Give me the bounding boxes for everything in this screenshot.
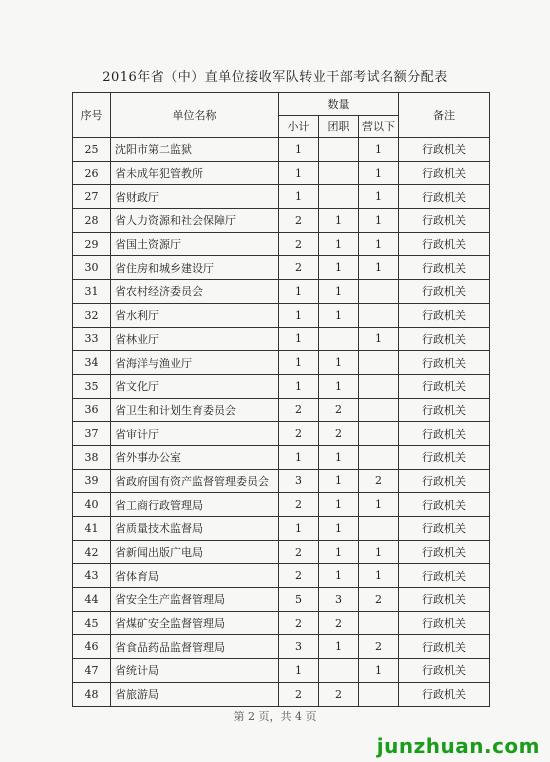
cell-battalion: 2 [359, 635, 399, 659]
cell-battalion: 1 [359, 209, 399, 233]
cell-subtotal: 1 [279, 374, 319, 398]
cell-remark: 行政机关 [399, 445, 490, 469]
cell-index: 29 [73, 232, 111, 256]
page-footer: 第 2 页，共 4 页 [233, 710, 317, 723]
cell-subtotal: 3 [279, 469, 319, 493]
cell-unit-name: 省体育局 [111, 564, 279, 588]
table-row [73, 611, 490, 635]
cell-remark: 行政机关 [399, 232, 490, 256]
cell-remark: 行政机关 [399, 280, 490, 304]
cell-index: 44 [73, 588, 111, 612]
cell-battalion: 1 [359, 138, 399, 162]
header-remark: 备注 [399, 93, 490, 138]
table-row [73, 540, 490, 564]
cell-battalion [359, 445, 399, 469]
cell-battalion: 1 [359, 659, 399, 683]
cell-regiment [319, 659, 359, 683]
cell-regiment: 3 [319, 588, 359, 612]
cell-subtotal: 2 [279, 422, 319, 446]
cell-remark: 行政机关 [399, 611, 490, 635]
cell-remark: 行政机关 [399, 209, 490, 233]
cell-subtotal: 1 [279, 351, 319, 375]
cell-remark: 行政机关 [399, 682, 490, 706]
cell-remark: 行政机关 [399, 588, 490, 612]
cell-subtotal: 1 [279, 185, 319, 209]
cell-remark: 行政机关 [399, 138, 490, 162]
cell-index: 46 [73, 635, 111, 659]
cell-index: 48 [73, 682, 111, 706]
cell-battalion: 1 [359, 185, 399, 209]
header-battalion: 营以下 [359, 115, 399, 138]
cell-index: 28 [73, 209, 111, 233]
cell-regiment: 1 [319, 493, 359, 517]
table-row [73, 517, 490, 541]
site-watermark: junzhuan.com [376, 734, 540, 758]
cell-regiment: 1 [319, 232, 359, 256]
cell-index: 30 [73, 256, 111, 280]
cell-index: 33 [73, 327, 111, 351]
cell-subtotal: 1 [279, 327, 319, 351]
cell-subtotal: 2 [279, 398, 319, 422]
cell-index: 31 [73, 280, 111, 304]
cell-unit-name: 省国土资源厅 [111, 232, 279, 256]
cell-battalion [359, 303, 399, 327]
cell-unit-name: 省农村经济委员会 [111, 280, 279, 304]
table-row [73, 635, 490, 659]
cell-unit-name: 省水利厅 [111, 303, 279, 327]
cell-unit-name: 省人力资源和社会保障厅 [111, 209, 279, 233]
cell-unit-name: 省财政厅 [111, 185, 279, 209]
table-row [73, 351, 490, 375]
cell-regiment: 2 [319, 422, 359, 446]
cell-unit-name: 省统计局 [111, 659, 279, 683]
cell-unit-name: 省工商行政管理局 [111, 493, 279, 517]
table-row [73, 469, 490, 493]
cell-regiment: 1 [319, 303, 359, 327]
cell-unit-name: 省文化厅 [111, 374, 279, 398]
cell-subtotal: 2 [279, 232, 319, 256]
cell-unit-name: 省食品药品监督管理局 [111, 635, 279, 659]
cell-index: 32 [73, 303, 111, 327]
cell-index: 27 [73, 185, 111, 209]
cell-remark: 行政机关 [399, 398, 490, 422]
cell-remark: 行政机关 [399, 422, 490, 446]
cell-regiment: 1 [319, 445, 359, 469]
cell-remark: 行政机关 [399, 327, 490, 351]
cell-index: 26 [73, 161, 111, 185]
cell-regiment: 1 [319, 209, 359, 233]
cell-battalion [359, 682, 399, 706]
cell-subtotal: 2 [279, 682, 319, 706]
cell-index: 34 [73, 351, 111, 375]
cell-battalion: 1 [359, 161, 399, 185]
cell-remark: 行政机关 [399, 185, 490, 209]
cell-subtotal: 1 [279, 445, 319, 469]
cell-regiment: 1 [319, 517, 359, 541]
table-body [73, 138, 490, 707]
cell-remark: 行政机关 [399, 161, 490, 185]
cell-subtotal: 1 [279, 138, 319, 162]
cell-index: 41 [73, 517, 111, 541]
cell-unit-name: 沈阳市第二监狱 [111, 138, 279, 162]
table-row [73, 374, 490, 398]
table-row [73, 161, 490, 185]
header-index: 序号 [73, 93, 111, 138]
cell-regiment: 1 [319, 469, 359, 493]
cell-regiment [319, 327, 359, 351]
table-row [73, 422, 490, 446]
cell-index: 47 [73, 659, 111, 683]
cell-remark: 行政机关 [399, 540, 490, 564]
cell-battalion: 1 [359, 256, 399, 280]
table-row [73, 303, 490, 327]
table-row [73, 256, 490, 280]
table-row [73, 138, 490, 162]
cell-subtotal: 2 [279, 611, 319, 635]
table-row [73, 398, 490, 422]
cell-unit-name: 省安全生产监督管理局 [111, 588, 279, 612]
cell-regiment: 1 [319, 635, 359, 659]
cell-regiment [319, 185, 359, 209]
table-row [73, 493, 490, 517]
table-row [73, 280, 490, 304]
header-subtotal: 小计 [279, 115, 319, 138]
table-row [73, 682, 490, 706]
cell-unit-name: 省审计厅 [111, 422, 279, 446]
cell-remark: 行政机关 [399, 493, 490, 517]
cell-index: 36 [73, 398, 111, 422]
table-row [73, 445, 490, 469]
cell-unit-name: 省新闻出版广电局 [111, 540, 279, 564]
cell-remark: 行政机关 [399, 303, 490, 327]
cell-remark: 行政机关 [399, 374, 490, 398]
cell-subtotal: 1 [279, 303, 319, 327]
cell-index: 37 [73, 422, 111, 446]
cell-regiment: 1 [319, 374, 359, 398]
cell-unit-name: 省煤矿安全监督管理局 [111, 611, 279, 635]
cell-regiment: 1 [319, 256, 359, 280]
cell-subtotal: 2 [279, 493, 319, 517]
cell-regiment: 1 [319, 540, 359, 564]
cell-subtotal: 2 [279, 209, 319, 233]
cell-subtotal: 3 [279, 635, 319, 659]
header-quota: 数量 [279, 93, 399, 116]
cell-remark: 行政机关 [399, 351, 490, 375]
cell-battalion [359, 280, 399, 304]
cell-index: 39 [73, 469, 111, 493]
cell-index: 35 [73, 374, 111, 398]
cell-remark: 行政机关 [399, 635, 490, 659]
cell-unit-name: 省政府国有资产监督管理委员会 [111, 469, 279, 493]
cell-remark: 行政机关 [399, 469, 490, 493]
cell-battalion [359, 398, 399, 422]
cell-subtotal: 1 [279, 517, 319, 541]
cell-battalion: 1 [359, 564, 399, 588]
cell-battalion [359, 351, 399, 375]
cell-battalion: 1 [359, 493, 399, 517]
cell-subtotal: 5 [279, 588, 319, 612]
cell-battalion: 2 [359, 588, 399, 612]
table-row [73, 232, 490, 256]
cell-unit-name: 省外事办公室 [111, 445, 279, 469]
cell-unit-name: 省未成年犯管教所 [111, 161, 279, 185]
header-row [73, 93, 490, 116]
cell-index: 38 [73, 445, 111, 469]
cell-regiment: 1 [319, 351, 359, 375]
cell-battalion [359, 517, 399, 541]
table-row [73, 209, 490, 233]
cell-regiment: 2 [319, 398, 359, 422]
cell-index: 40 [73, 493, 111, 517]
quota-table [72, 92, 490, 707]
cell-battalion [359, 611, 399, 635]
header-regiment: 团职 [319, 115, 359, 138]
cell-unit-name: 省卫生和计划生育委员会 [111, 398, 279, 422]
cell-remark: 行政机关 [399, 564, 490, 588]
cell-index: 25 [73, 138, 111, 162]
page-title: 2016年省（中）直单位接收军队转业干部考试名额分配表 [102, 70, 448, 85]
cell-subtotal: 1 [279, 161, 319, 185]
cell-battalion: 1 [359, 327, 399, 351]
cell-unit-name: 省旅游局 [111, 682, 279, 706]
table-row [73, 564, 490, 588]
cell-battalion: 2 [359, 469, 399, 493]
cell-remark: 行政机关 [399, 659, 490, 683]
cell-subtotal: 2 [279, 564, 319, 588]
cell-unit-name: 省林业厅 [111, 327, 279, 351]
cell-index: 42 [73, 540, 111, 564]
table-row [73, 659, 490, 683]
cell-unit-name: 省海洋与渔业厅 [111, 351, 279, 375]
cell-regiment: 2 [319, 682, 359, 706]
cell-regiment [319, 161, 359, 185]
cell-subtotal: 1 [279, 280, 319, 304]
cell-remark: 行政机关 [399, 517, 490, 541]
cell-regiment: 1 [319, 280, 359, 304]
header-unit-name: 单位名称 [111, 93, 279, 138]
cell-unit-name: 省住房和城乡建设厅 [111, 256, 279, 280]
cell-subtotal: 2 [279, 540, 319, 564]
table-row [73, 185, 490, 209]
cell-subtotal: 2 [279, 256, 319, 280]
cell-index: 45 [73, 611, 111, 635]
cell-index: 43 [73, 564, 111, 588]
cell-unit-name: 省质量技术监督局 [111, 517, 279, 541]
cell-battalion: 1 [359, 232, 399, 256]
cell-subtotal: 1 [279, 659, 319, 683]
cell-regiment [319, 138, 359, 162]
cell-battalion [359, 422, 399, 446]
cell-regiment: 2 [319, 611, 359, 635]
cell-remark: 行政机关 [399, 256, 490, 280]
table-row [73, 588, 490, 612]
cell-regiment: 1 [319, 564, 359, 588]
table-row [73, 327, 490, 351]
cell-battalion: 1 [359, 540, 399, 564]
cell-battalion [359, 374, 399, 398]
